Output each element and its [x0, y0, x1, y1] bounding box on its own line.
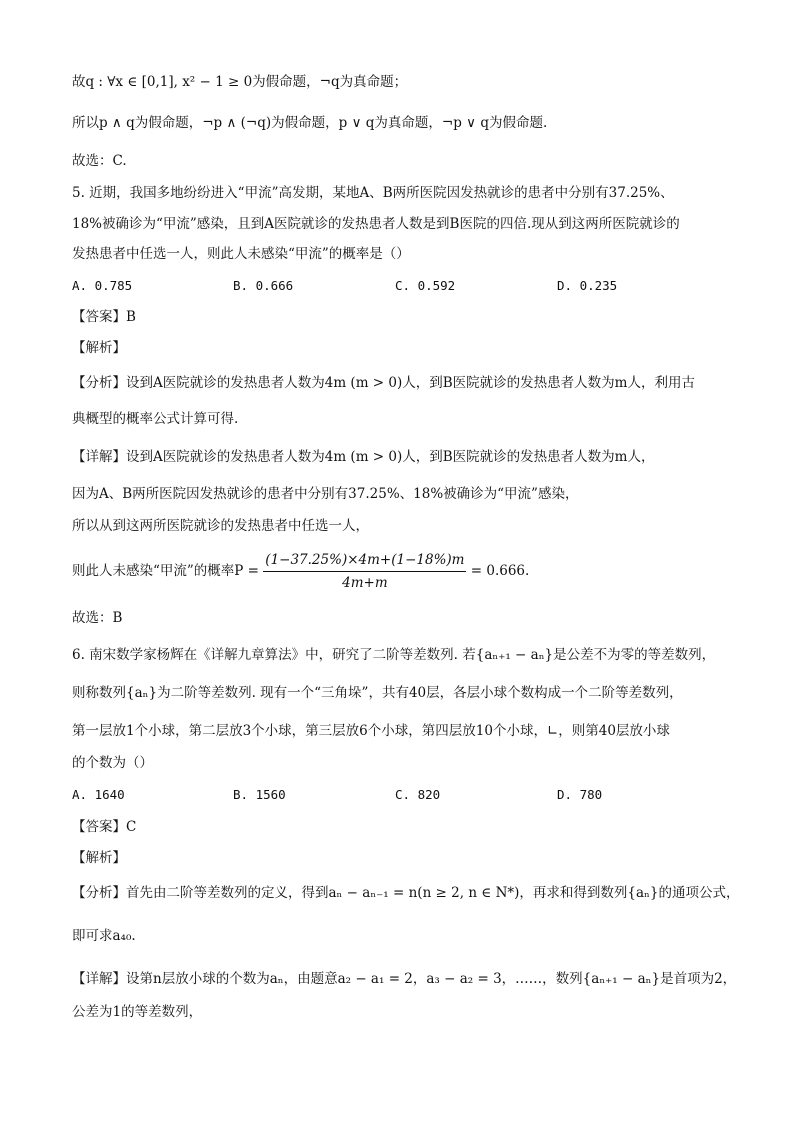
q5-detail-line2: 因为A、B两所医院因发热就诊的患者中分别有37.25%、18%被确诊为“甲流”感染， — [72, 486, 579, 502]
q5-detail-line3: 所以从到这两所医院就诊的发热患者中任选一人， — [72, 518, 369, 534]
q6-option-c: C. 820 — [395, 787, 441, 802]
line-compound-props: 所以p ∧ q为假命题，¬p ∧ (¬q)为假命题，p ∨ q为真命题，¬p ∨ q为假命题. — [72, 115, 548, 131]
q5-answer: 【答案】B — [72, 309, 136, 325]
line-select-c: 故选：C. — [72, 153, 127, 169]
q6-analysis-line1: 【分析】首先由二阶等差数列的定义，得到aₙ − aₙ₋₁ = n(n ≥ 2, n ∈ N*)，再求和得到数列{aₙ}的通项公式， — [72, 885, 740, 901]
question-6-line3: 第一层放1个小球，第二层放3个小球，第三层放6个小球，第四层放10个小球，∟，则第40层放小球 — [72, 723, 670, 739]
q5-option-c: C. 0.592 — [395, 278, 456, 293]
q5-select: 故选：B — [72, 610, 123, 626]
q5-analysis-line1: 【分析】设到A医院就诊的发热患者人数为4m (m > 0)人，到B医院就诊的发热患者人数为m人，利用古 — [72, 375, 695, 391]
question-5-line3: 发热患者中任选一人，则此人未感染“甲流”的概率是（） — [72, 246, 410, 262]
q5-detail-line1: 【详解】设到A医院就诊的发热患者人数为4m (m > 0)人，到B医院就诊的发热患者人数为m人， — [72, 449, 655, 465]
question-6-line1: 6. 南宋数学家杨辉在《详解九章算法》中，研究了二阶等差数列. 若{aₙ₊₁ − aₙ}是公差不为零的等差数列， — [72, 647, 716, 663]
question-5-line2: 18%被确诊为“甲流”感染，且到A医院就诊的发热患者人数是到B医院的四倍.现从到这两所医院就诊的 — [72, 216, 680, 232]
fraction-denominator: 4m+m — [342, 575, 388, 591]
fraction-numerator: (1−37.25%)×4m+(1−18%)m — [263, 551, 466, 572]
q5-probability-formula — [72, 551, 529, 592]
question-6-line2: 则称数列{aₙ}为二阶等差数列. 现有一个“三角垛”，共有40层，各层小球个数构成一个二阶等差数列， — [72, 685, 683, 701]
q6-option-b: B. 1560 — [233, 787, 286, 802]
q5-option-d: D. 0.235 — [557, 278, 618, 293]
q6-detail-line1: 【详解】设第n层放小球的个数为aₙ，由题意a₂ − a₁ = 2，a₃ − a₂ = 3，……，数列{aₙ₊₁ − aₙ}是首项为2， — [72, 971, 737, 987]
question-5-line1: 5. 近期，我国多地纷纷进入“甲流”高发期，某地A、B两所医院因发热就诊的患者中分别有37.25%、 — [72, 185, 674, 201]
q5-option-b: B. 0.666 — [233, 278, 294, 293]
formula-prefix: 则此人未感染“甲流”的概率P = — [72, 563, 259, 579]
q6-detail-line2: 公差为1的等差数列， — [72, 1004, 203, 1020]
q6-option-d: D. 780 — [557, 787, 603, 802]
q6-analysis-line2: 即可求a₄₀. — [72, 928, 136, 944]
probability-fraction — [263, 551, 466, 592]
q6-analysis-heading: 【解析】 — [72, 850, 126, 866]
q5-option-a: A. 0.785 — [72, 278, 133, 293]
question-6-line4: 的个数为（） — [72, 755, 153, 771]
q5-analysis-heading: 【解析】 — [72, 340, 126, 356]
q5-analysis-line2: 典概型的概率公式计算可得. — [72, 411, 239, 427]
q6-answer: 【答案】C — [72, 819, 137, 835]
formula-result: = 0.666. — [470, 563, 530, 579]
q6-option-a: A. 1640 — [72, 787, 125, 802]
line-conclusion-q: 故q : ∀x ∈ [0,1], x² − 1 ≥ 0为假命题，¬q为真命题； — [72, 74, 408, 90]
